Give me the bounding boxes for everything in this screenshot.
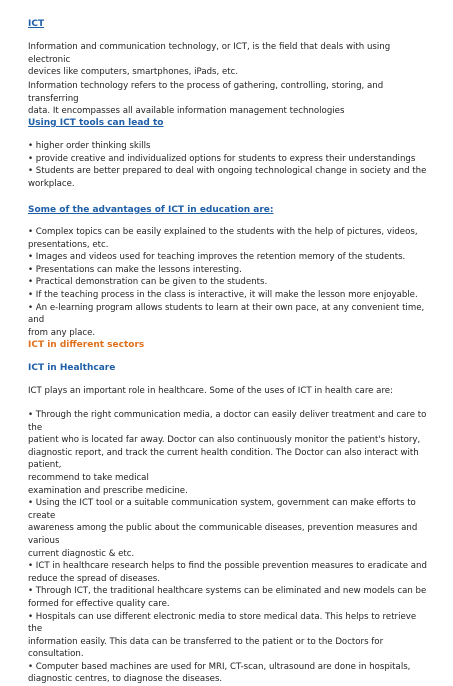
heading-using-ict-tools: Using ICT tools can lead to: [28, 118, 164, 128]
paragraph-healthcare-intro: ICT plays an important role in healthcare. Some of the uses of ICT in health care are:: [28, 386, 393, 396]
heading-ict: ICT: [28, 19, 45, 29]
paragraph-ict-definition: Information and communication technology, or ICT, is the field that deals with using electronic devices like computers, smartphones, iPads, etc.: [28, 42, 391, 78]
list-healthcare-uses: • Through the right communication media, a doctor can easily deliver treatment and care to the patient who is located far away. Doctor can also continuously monitor the patient's history, diagnostic report, and track the current health condition. The Doctor can also interact with patient, recommend to take medical examination and prescribe medicine. • Using the ICT tool or a suitable communication system, government can make efforts to create awareness among the public about the communicable diseases, prevention measures and various current diagnostic & etc. • ICT in healthcare research helps to find the possible prevention measures to eradicate and reduce the spread of diseases. • Through ICT, the traditional healthcare systems can be eliminated and new models can be formed for effective quality care. • Hospitals can use different electronic media to store medical data. This helps to retrieve the information easily. This data can be transferred to the patient or to the Doctors for consultation. • Computer based machines are used for MRI, CT-scan, ultrasound are done in hospitals, diagnostic centres, to diagnose the diseases.: [28, 410, 427, 685]
heading-ict-different-sectors: ICT in different sectors: [28, 340, 145, 350]
heading-ict-healthcare: ICT in Healthcare: [28, 363, 116, 373]
list-using-ict-tools: • higher order thinking skills • provide creative and individualized options for students to express their understandings • Students are better prepared to deal with ongoing technological change in society and the workplace.: [28, 141, 427, 189]
list-advantages-ict-education: • Complex topics can be easily explained to the students with the help of pictures, videos, presentations, etc. • Images and videos used for teaching improves the retention memory of the students. • Presentations can make the lessons interesting. • Practical demonstration can be given to the students. • If the teaching process in the class is interactive, it will make the lesson more enjoyable. • An e-learning program allows students to learn at their own pace, at any convenient time, and from any place.: [28, 227, 425, 338]
paragraph-it-definition: Information technology refers to the process of gathering, controlling, storing, and transferring data. It encompasses all available information management technologies: [28, 81, 384, 117]
heading-advantages-ict-education: Some of the advantages of ICT in education are:: [28, 205, 274, 215]
